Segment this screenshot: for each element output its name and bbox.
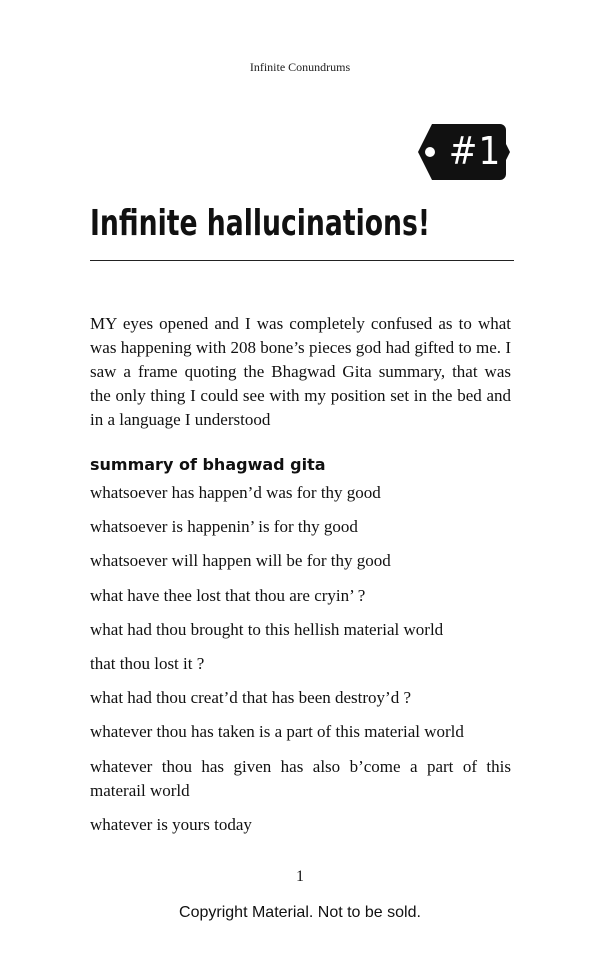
verse-list <box>90 481 511 847</box>
chapter-number-tag <box>418 124 510 180</box>
verse-line: whatever is yours today <box>90 814 252 834</box>
verse-line: whatsoever is happenin’ is for thy good <box>90 517 358 537</box>
title-divider <box>90 260 514 261</box>
section-heading: summary of bhagwad gita <box>90 455 326 474</box>
chapter-number: #1 <box>448 129 502 173</box>
verse-line: whatsoever has happen’d was for thy good <box>90 483 381 502</box>
page-number: 1 <box>296 868 304 885</box>
verse-line: what had thou creat’d that has been destroy’d ? <box>90 688 411 708</box>
verse-line: whatever thou has taken is a part of this material world <box>90 722 464 742</box>
verse-line: that thou lost it ? <box>90 653 205 673</box>
verse-line: whatsoever will happen will be for thy good <box>90 551 391 571</box>
chapter-title: Infinite hallucinations! <box>90 203 430 244</box>
copyright-notice: Copyright Material. Not to be sold. <box>179 904 421 921</box>
verse-line: what have thee lost that thou are cryin’ ? <box>90 585 366 605</box>
intro-paragraph: MY eyes opened and I was completely confused as to what was happening with 208 bone’s pieces god had gifted to me. I saw a frame quoting the Bhagwad Gita summary, that was the only thing I could see with my position set in the bed and in a language I understood <box>90 314 511 429</box>
running-header: Infinite Conundrums <box>249 60 351 74</box>
verse-line: whatever thou has given has also b’come a part of this materail world <box>90 756 511 800</box>
verse-line: what had thou brought to this hellish material world <box>90 619 444 639</box>
